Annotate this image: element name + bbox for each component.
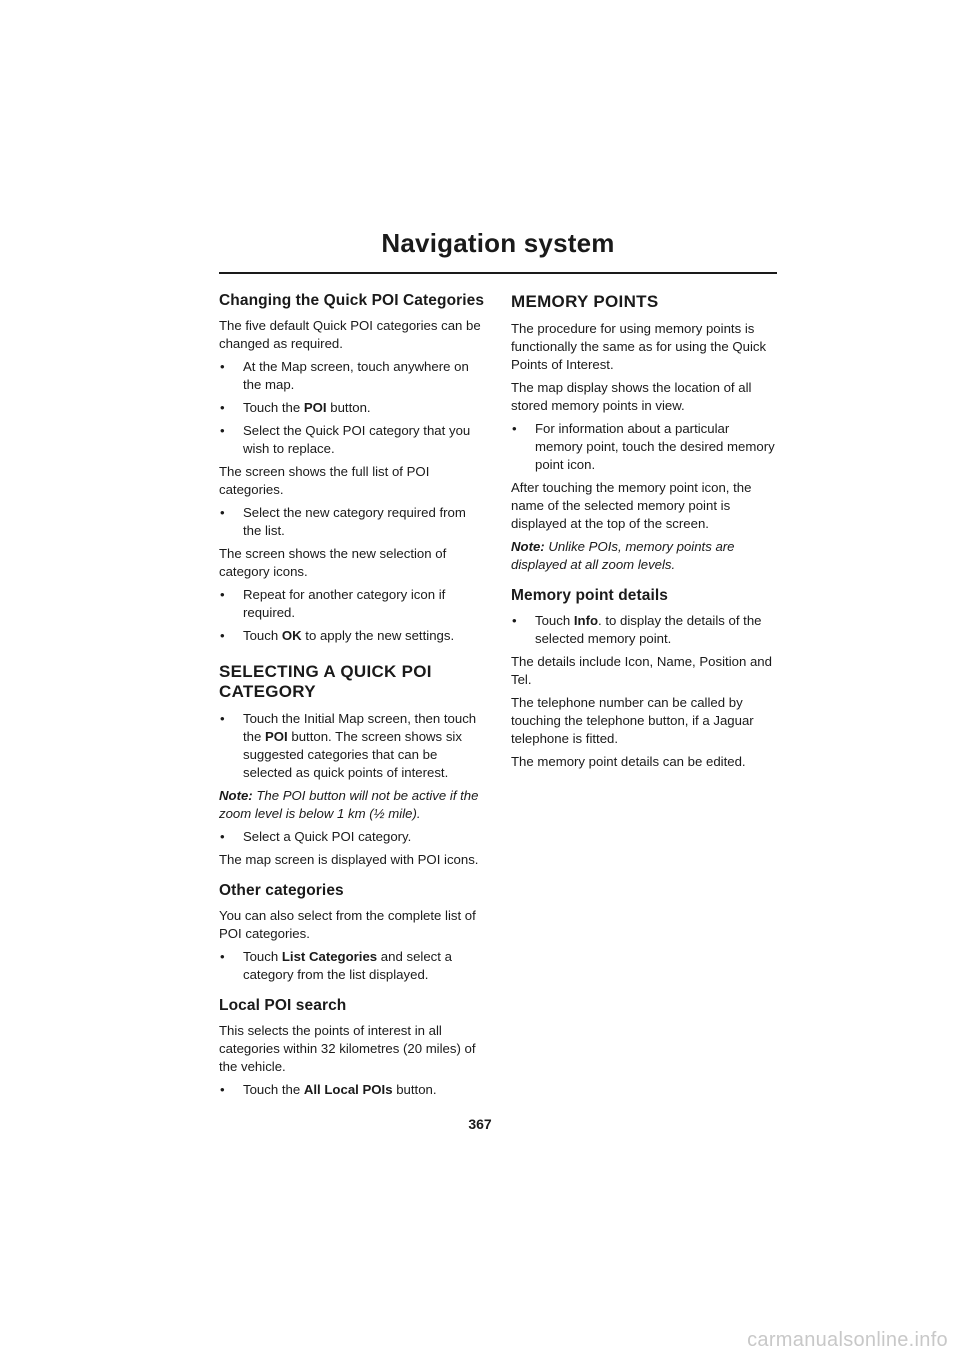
paragraph: The five default Quick POI categories can be changed as required. <box>219 318 481 351</box>
bullet-item: • Select a Quick POI category. <box>220 829 412 844</box>
paragraph: The screen shows the full list of POI categories. <box>219 464 430 497</box>
watermark: carmanualsonline.info <box>747 1329 948 1351</box>
paragraph: After touching the memory point icon, the name of the selected memory point is displayed at the top of the screen. <box>511 480 752 531</box>
bullet-item: • Repeat for another category icon if required. <box>220 587 446 620</box>
right-column <box>511 292 779 776</box>
bullet-item: • Touch the All Local POIs button. <box>220 1082 437 1097</box>
bullet-item: • Touch OK to apply the new settings. <box>220 628 455 643</box>
bullet-icon: • <box>220 587 225 602</box>
note: Note: Unlike POIs, memory points are displayed at all zoom levels. <box>511 539 735 572</box>
section-heading: MEMORY POINTS <box>511 292 659 311</box>
paragraph: The map screen is displayed with POI icons. <box>219 852 479 867</box>
bullet-icon: • <box>220 628 225 643</box>
section-heading: SELECTING A QUICK POI CATEGORY <box>219 662 432 701</box>
bullet-item: • Touch the POI button. <box>220 400 371 415</box>
bullet-icon: • <box>220 711 225 726</box>
section-heading: Memory point details <box>511 587 669 604</box>
paragraph: The memory point details can be edited. <box>511 754 746 769</box>
note: Note: The POI button will not be active if the zoom level is below 1 km (½ mile). <box>219 788 479 821</box>
page-number: 367 <box>468 1116 492 1132</box>
bullet-icon: • <box>512 613 517 628</box>
page-title: Navigation system <box>381 228 615 258</box>
section-heading: Other categories <box>219 882 344 899</box>
bullet-icon: • <box>220 1082 225 1097</box>
paragraph: The screen shows the new selection of category icons. <box>219 546 447 579</box>
bullet-item: • Select the new category required from the list. <box>220 505 466 538</box>
paragraph: The telephone number can be called by touching the telephone button, if a Jaguar telephone is fitted. <box>511 695 754 746</box>
bullet-icon: • <box>220 949 225 964</box>
section-heading: Changing the Quick POI Categories <box>219 292 485 309</box>
bullet-icon: • <box>512 421 517 436</box>
paragraph: This selects the points of interest in all categories within 32 kilometres (20 miles) of the vehicle. <box>219 1023 476 1074</box>
bullet-item: • Touch Info. to display the details of the selected memory point. <box>512 613 762 646</box>
bullet-item: • Touch List Categories and select a category from the list displayed. <box>220 949 452 982</box>
bullet-icon: • <box>220 505 225 520</box>
paragraph: You can also select from the complete list of POI categories. <box>219 908 476 941</box>
section-heading: Local POI search <box>219 997 347 1014</box>
title-divider <box>219 272 777 274</box>
bullet-item: • Touch the Initial Map screen, then touch the POI button. The screen shows six suggested categories that can be selected as quick points of interest. <box>220 711 477 780</box>
paragraph: The procedure for using memory points is functionally the same as for using the Quick Points of Interest. <box>511 321 767 372</box>
paragraph: The map display shows the location of all stored memory points in view. <box>511 380 752 413</box>
left-column <box>219 292 487 1104</box>
bullet-item: • Select the Quick POI category that you wish to replace. <box>220 423 471 456</box>
bullet-icon: • <box>220 359 225 374</box>
bullet-icon: • <box>220 829 225 844</box>
bullet-item: • At the Map screen, touch anywhere on the map. <box>220 359 469 392</box>
bullet-item: • For information about a particular memory point, touch the desired memory point icon. <box>512 421 775 472</box>
bullet-icon: • <box>220 423 225 438</box>
paragraph: The details include Icon, Name, Position and Tel. <box>511 654 772 687</box>
bullet-icon: • <box>220 400 225 415</box>
